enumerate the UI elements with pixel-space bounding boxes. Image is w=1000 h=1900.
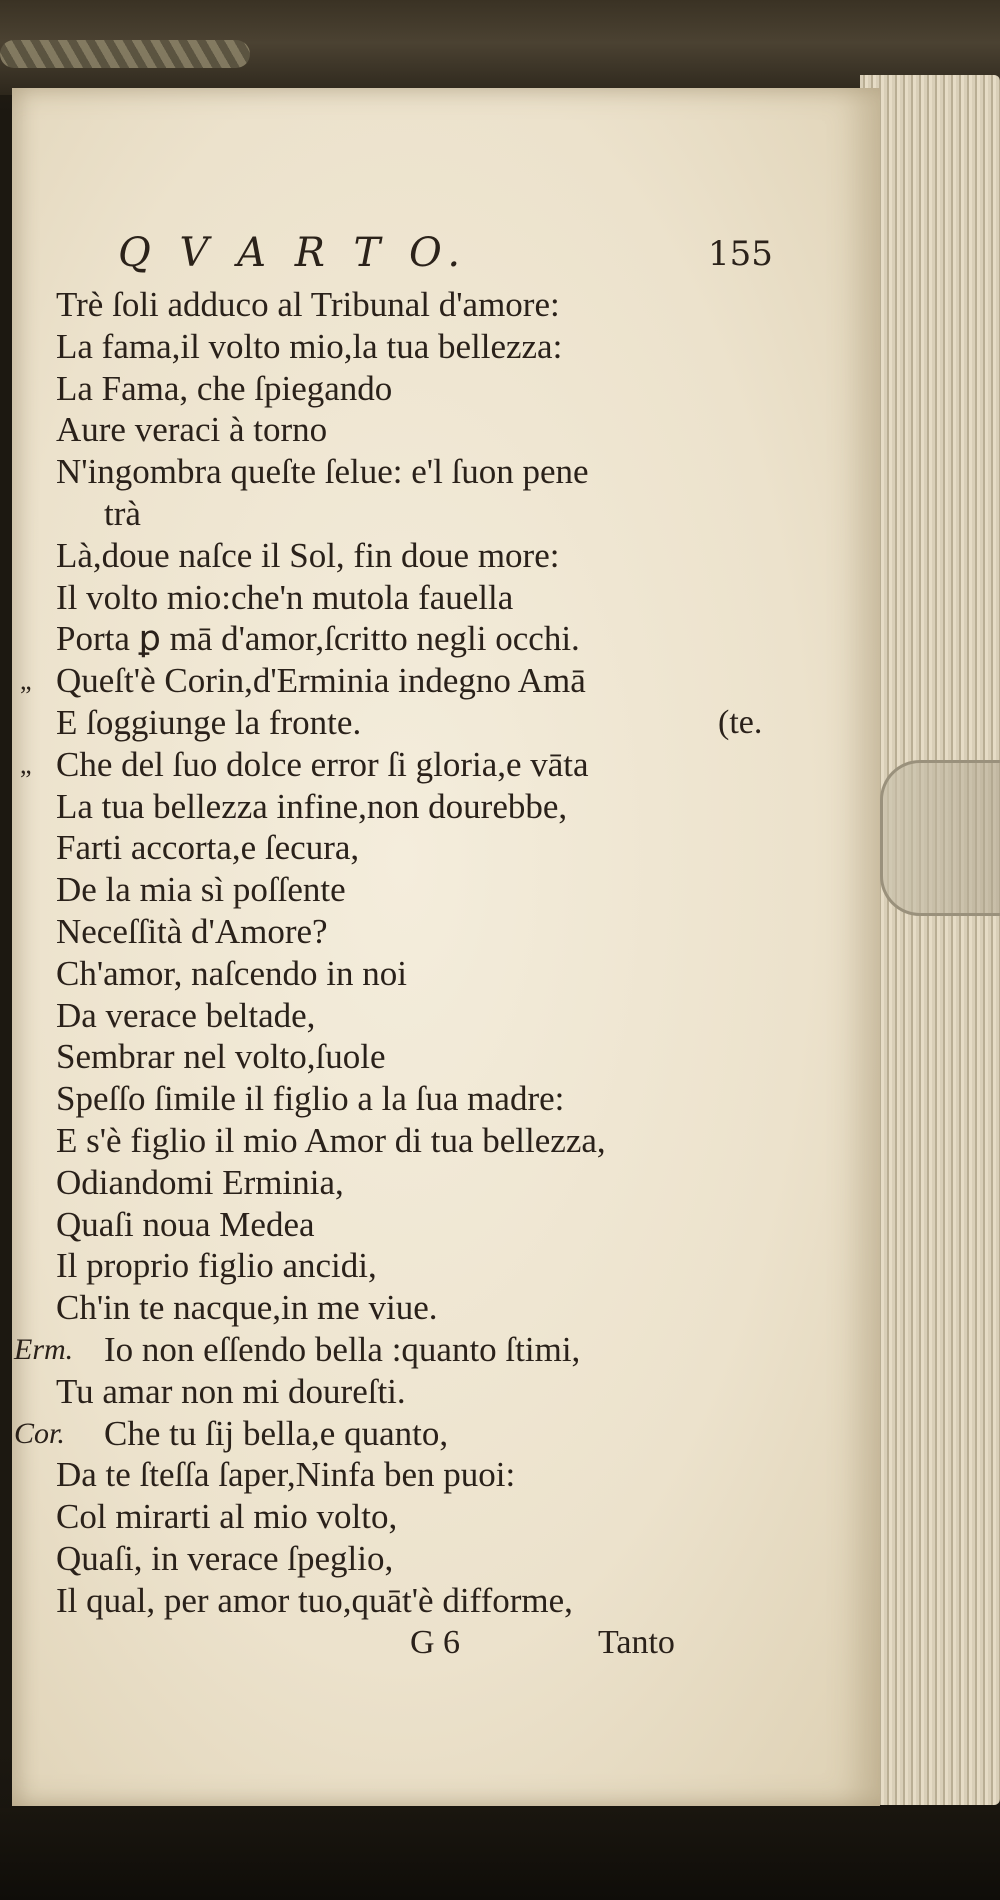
speaker-label: Cor.	[14, 1416, 65, 1450]
verse-line-text: Aure veraci à torno	[56, 410, 328, 450]
verse-line	[12, 1120, 872, 1162]
verse-line-text: Odiandomi Erminia,	[56, 1162, 344, 1202]
verse-line	[12, 995, 872, 1037]
verse-line-text: Il qual, per amor tuo,quāt'è difforme,	[56, 1580, 573, 1620]
verse-line	[12, 869, 872, 911]
verse-line-text: Là,doue naſce il Sol, fin doue more:	[56, 535, 560, 575]
verse-line-text: La tua bellezza infine,non dourebbe,	[56, 786, 568, 826]
verse-line	[12, 1580, 872, 1622]
verse-line	[12, 1454, 872, 1496]
verse-line	[12, 702, 872, 744]
verse-line	[12, 326, 872, 368]
verse-line-text: Ch'in te nacque,in me viue.	[56, 1288, 438, 1328]
verse-line	[12, 1078, 872, 1120]
verse-line	[12, 660, 872, 702]
verse-line	[12, 451, 872, 493]
verse-line-text: Il proprio figlio ancidi,	[56, 1246, 377, 1286]
speaker-label: Erm.	[14, 1332, 74, 1366]
verse-line-text: trà	[104, 493, 141, 533]
verse-line-text: La fama,il volto mio,la tua bellezza:	[56, 326, 563, 366]
verse-line-text: Queſt'è Corin,d'Erminia indegno Amā	[56, 661, 586, 701]
verse-line	[12, 1204, 872, 1246]
verse-line	[12, 618, 872, 660]
verse-line-text: N'ingombra queſte ſelue: e'l ſuon pene	[56, 452, 589, 492]
page-footer	[12, 1622, 872, 1664]
verse-line-text: E ſoggiunge la fronte.	[56, 702, 362, 742]
verse-line-text: Da verace beltade,	[56, 995, 316, 1035]
verse-line-text: Neceſſità d'Amore?	[56, 911, 328, 951]
verse-line	[12, 911, 872, 953]
signature-mark: G 6	[410, 1623, 461, 1661]
verse-line	[12, 1413, 872, 1455]
verse-line	[12, 786, 872, 828]
verse-line	[12, 953, 872, 995]
verse-line	[12, 1162, 872, 1204]
turnover-fragment: (te.	[718, 703, 763, 741]
margin-quote-mark: „	[20, 749, 32, 779]
verse-line-text: Sembrar nel volto,ſuole	[56, 1037, 386, 1077]
verse-line-text: Che tu ſij bella,e quanto,	[104, 1413, 449, 1453]
book-page	[12, 88, 880, 1806]
verse-text	[12, 284, 872, 1663]
verse-line-text: Trè ſoli adduco al Tribunal d'amore:	[56, 285, 560, 324]
verse-line-text: Il volto mio:che'n mutola fauella	[56, 577, 514, 617]
verse-line-text: Che del ſuo dolce error ſi gloria,e vāta	[56, 744, 589, 784]
verse-line-text: Porta ꝑ mā d'amor,ſcritto negli occhi.	[56, 619, 580, 659]
verse-line	[12, 493, 872, 535]
verse-line-text: De la mia sì poſſente	[56, 870, 346, 910]
verse-line-text: Tu amar non mi doureſti.	[56, 1371, 406, 1411]
verse-line	[12, 577, 872, 619]
verse-line-text: Quaſi, in verace ſpeglio,	[56, 1538, 394, 1578]
verse-line	[12, 1538, 872, 1580]
verse-line	[12, 1245, 872, 1287]
verse-line	[12, 1287, 872, 1329]
verse-line-text: Quaſi noua Medea	[56, 1204, 315, 1244]
verse-line-text: La Fama, che ſpiegando	[56, 368, 393, 408]
verse-line	[12, 409, 872, 451]
verse-line	[12, 1371, 872, 1413]
page-edges	[860, 75, 1000, 1805]
page-clip	[880, 760, 1000, 916]
running-head-title: Q V A R T O.	[118, 230, 469, 276]
book-bottom-edge	[0, 1808, 1000, 1900]
verse-line-text: E s'è figlio il mio Amor di tua bellezza,	[56, 1120, 606, 1160]
verse-line	[12, 1329, 872, 1371]
verse-line-text: Ch'amor, naſcendo in noi	[56, 953, 407, 993]
verse-line-text: Io non eſſendo bella :quanto ſtimi,	[104, 1329, 581, 1369]
verse-line-text: Da te ſteſſa ſaper,Ninfa ben puoi:	[56, 1455, 516, 1495]
page-number: 155	[708, 234, 773, 274]
verse-line	[12, 1036, 872, 1078]
margin-quote-mark: „	[20, 666, 32, 696]
verse-line	[12, 368, 872, 410]
verse-line-text: Col mirarti al mio volto,	[56, 1497, 398, 1537]
verse-line	[12, 744, 872, 786]
verse-line	[12, 535, 872, 577]
verse-line-text: Farti accorta,e ſecura,	[56, 828, 360, 868]
verse-line	[12, 1496, 872, 1538]
verse-line	[12, 827, 872, 869]
catchword: Tanto	[598, 1623, 675, 1661]
verse-line-text: Speſſo ſimile il figlio a la ſua madre:	[56, 1079, 565, 1119]
verse-line	[12, 284, 872, 326]
binding-cord	[0, 40, 250, 68]
running-head	[68, 230, 773, 280]
